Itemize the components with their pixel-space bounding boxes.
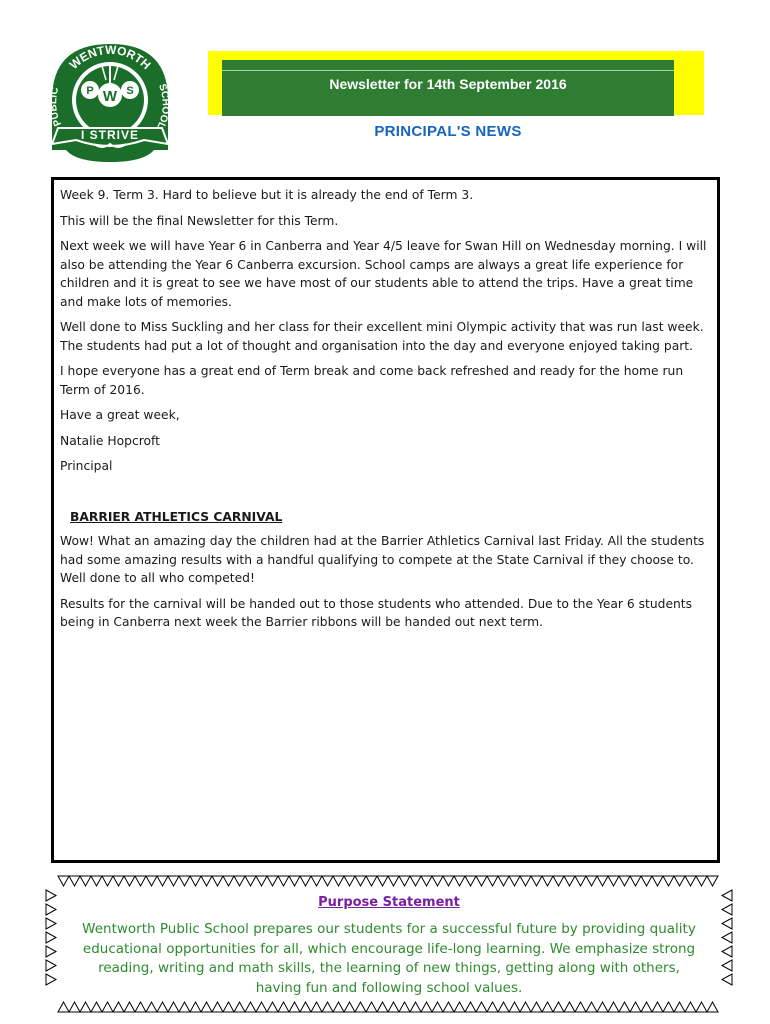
- border-triangle: [377, 876, 388, 886]
- border-triangle: [333, 1002, 344, 1012]
- border-triangle: [322, 876, 333, 886]
- border-triangle: [212, 876, 223, 886]
- news-paragraph: Next week we will have Year 6 in Canberra and Year 4/5 leave for Swan Hill on Wednesday morning. I will also be attending the Year 6 Canberra excursion. School camps are always a great life experience for children and it is great to see we have most of our students able to attend the trips. Have a great time and make lots of memories.: [60, 239, 707, 309]
- border-triangle: [245, 876, 256, 886]
- border-triangle: [179, 876, 190, 886]
- news-paragraph: This will be the final Newsletter for this Term.: [60, 213, 339, 228]
- border-triangle: [300, 1002, 311, 1012]
- purpose-text: Wentworth Public School prepares our students for a successful future by providing quality educational opportunities for all, which encourage life-long learning. We emphasize strong reading, writing and math skills, the learning of new things, getting along with others, having fun and following school values.: [82, 921, 696, 996]
- border-triangle: [135, 876, 146, 886]
- border-triangle: [388, 876, 399, 886]
- logo-motto: I STRIVE: [80, 128, 140, 142]
- border-triangle: [311, 1002, 322, 1012]
- border-triangle: [124, 876, 135, 886]
- border-triangle: [696, 876, 707, 886]
- border-triangle: [696, 1002, 707, 1012]
- border-triangle: [223, 876, 234, 886]
- logo-top-text: WENTWORTH: [66, 42, 154, 73]
- border-triangle: [663, 876, 674, 886]
- border-triangle: [564, 876, 575, 886]
- border-triangle: [410, 1002, 421, 1012]
- border-triangle: [46, 974, 56, 985]
- border-triangle: [69, 876, 80, 886]
- border-triangle: [102, 876, 113, 886]
- border-triangle: [553, 876, 564, 886]
- border-triangle: [674, 1002, 685, 1012]
- border-triangle: [707, 1002, 718, 1012]
- border-triangle: [722, 960, 732, 971]
- border-triangle: [476, 876, 487, 886]
- border-triangle: [113, 876, 124, 886]
- border-triangle: [542, 1002, 553, 1012]
- border-triangle: [58, 1002, 69, 1012]
- border-triangle: [399, 876, 410, 886]
- border-triangle: [377, 1002, 388, 1012]
- border-triangle: [267, 1002, 278, 1012]
- principal-role: Principal: [60, 459, 113, 473]
- border-triangle: [652, 1002, 663, 1012]
- border-triangle: [542, 876, 553, 886]
- news-paragraph: Well done to Miss Suckling and her class for their excellent mini Olympic activity that was run last week. The students had put a lot of thought and organisation into the day and everyone enjoyed taking part.: [60, 320, 704, 353]
- border-triangle: [46, 946, 56, 957]
- border-triangle: [333, 876, 344, 886]
- border-triangle: [663, 1002, 674, 1012]
- border-triangle: [487, 1002, 498, 1012]
- border-triangle: [91, 876, 102, 886]
- border-triangle: [454, 1002, 465, 1012]
- border-triangle: [245, 1002, 256, 1012]
- border-triangle: [465, 1002, 476, 1012]
- border-triangle: [113, 1002, 124, 1012]
- border-triangle: [46, 932, 56, 943]
- border-triangle: [520, 1002, 531, 1012]
- border-triangle: [102, 1002, 113, 1012]
- border-triangle: [685, 876, 696, 886]
- border-triangle: [278, 1002, 289, 1012]
- border-triangle: [190, 876, 201, 886]
- border-triangle: [520, 876, 531, 886]
- border-triangle: [201, 1002, 212, 1012]
- news-paragraph: Week 9. Term 3. Hard to believe but it is already the end of Term 3.: [60, 188, 474, 202]
- border-triangle: [410, 876, 421, 886]
- border-triangle: [432, 876, 443, 886]
- border-triangle: [531, 1002, 542, 1012]
- border-triangle: [157, 876, 168, 886]
- border-triangle: [146, 1002, 157, 1012]
- border-triangle: [234, 1002, 245, 1012]
- border-triangle: [146, 876, 157, 886]
- logo-monogram-s: S: [126, 85, 134, 97]
- border-triangle: [135, 1002, 146, 1012]
- athletics-paragraph: Results for the carnival will be handed out to those students who attended. Due to the Year 6 students being in Canberra next week the Barrier ribbons will be handed out next term.: [60, 596, 693, 629]
- border-triangle: [465, 876, 476, 886]
- school-logo: [44, 40, 176, 164]
- border-triangle: [421, 876, 432, 886]
- border-triangle: [80, 876, 91, 886]
- athletics-heading: BARRIER ATHLETICS CARNIVAL: [70, 509, 283, 524]
- border-triangle: [91, 1002, 102, 1012]
- border-triangle: [454, 876, 465, 886]
- border-triangle: [256, 1002, 267, 1012]
- border-triangle: [289, 1002, 300, 1012]
- border-triangle: [69, 1002, 80, 1012]
- border-triangle: [575, 876, 586, 886]
- border-triangle: [641, 876, 652, 886]
- logo-left-text: PUBLIC: [48, 86, 64, 128]
- border-triangle: [366, 876, 377, 886]
- border-triangle: [311, 876, 322, 886]
- border-triangle: [674, 876, 685, 886]
- border-triangle: [201, 876, 212, 886]
- border-triangle: [58, 876, 69, 886]
- border-triangle: [157, 1002, 168, 1012]
- svg-text:SCHOOL: [154, 83, 170, 131]
- border-triangle: [399, 1002, 410, 1012]
- logo-monogram-p: P: [86, 85, 94, 97]
- border-triangle: [509, 1002, 520, 1012]
- banner-rule: [222, 70, 674, 71]
- purpose-title: Purpose Statement: [318, 895, 460, 910]
- border-triangle: [278, 876, 289, 886]
- border-triangle: [641, 1002, 652, 1012]
- border-triangle: [630, 876, 641, 886]
- border-triangle: [619, 876, 630, 886]
- border-triangle: [498, 1002, 509, 1012]
- border-triangle: [487, 876, 498, 886]
- border-triangle: [531, 876, 542, 886]
- border-triangle: [608, 876, 619, 886]
- border-triangle: [564, 1002, 575, 1012]
- logo-right-text: SCHOOL: [154, 82, 171, 131]
- border-triangle: [586, 1002, 597, 1012]
- border-triangle: [586, 876, 597, 886]
- border-triangle: [46, 918, 56, 929]
- logo-monogram-w: W: [102, 88, 118, 105]
- border-triangle: [212, 1002, 223, 1012]
- border-triangle: [355, 1002, 366, 1012]
- border-triangle: [597, 1002, 608, 1012]
- border-triangle: [124, 1002, 135, 1012]
- border-triangle: [707, 876, 718, 886]
- border-triangle: [553, 1002, 564, 1012]
- border-triangle: [179, 1002, 190, 1012]
- section-title: PRINCIPAL'S NEWS: [374, 123, 522, 140]
- border-triangle: [443, 876, 454, 886]
- border-triangle: [722, 932, 732, 943]
- border-triangle: [619, 1002, 630, 1012]
- border-triangle: [685, 1002, 696, 1012]
- border-triangle: [421, 1002, 432, 1012]
- border-triangle: [509, 876, 520, 886]
- border-triangle: [722, 918, 732, 929]
- border-triangle: [608, 1002, 619, 1012]
- border-triangle: [432, 1002, 443, 1012]
- border-triangle: [722, 946, 732, 957]
- border-triangle: [46, 960, 56, 971]
- border-triangle: [190, 1002, 201, 1012]
- border-triangle: [234, 876, 245, 886]
- svg-text:PUBLIC: [48, 86, 64, 127]
- border-triangle: [388, 1002, 399, 1012]
- border-triangle: [476, 1002, 487, 1012]
- newsletter-title: Newsletter for 14th September 2016: [329, 76, 567, 92]
- principal-name: Natalie Hopcroft: [60, 433, 160, 448]
- border-triangle: [575, 1002, 586, 1012]
- news-paragraph: I hope everyone has a great end of Term break and come back refreshed and ready for the home run Term of 2016.: [60, 364, 684, 397]
- purpose-statement-box: [44, 874, 734, 1014]
- athletics-paragraph: Wow! What an amazing day the children had at the Barrier Athletics Carnival last Friday. All the students had some amazing results with a handful qualifying to compete at the State Carnival if they choose to. Well done to all who competed!: [60, 534, 705, 585]
- border-triangle: [267, 876, 278, 886]
- border-triangle: [597, 876, 608, 886]
- border-triangle: [498, 876, 509, 886]
- border-triangle: [630, 1002, 641, 1012]
- border-triangle: [344, 876, 355, 886]
- svg-text:WENTWORTH: [67, 43, 154, 72]
- border-triangle: [722, 974, 732, 985]
- border-triangle: [168, 876, 179, 886]
- border-triangle: [443, 1002, 454, 1012]
- border-triangle: [289, 876, 300, 886]
- principal-news-box: [51, 177, 720, 863]
- border-triangle: [355, 876, 366, 886]
- border-triangle: [300, 876, 311, 886]
- border-triangle: [223, 1002, 234, 1012]
- border-triangle: [168, 1002, 179, 1012]
- border-triangle: [652, 876, 663, 886]
- newsletter-banner: [222, 60, 674, 116]
- border-triangle: [366, 1002, 377, 1012]
- news-paragraph: Have a great week,: [60, 408, 180, 422]
- border-triangle: [322, 1002, 333, 1012]
- border-triangle: [80, 1002, 91, 1012]
- border-triangle: [344, 1002, 355, 1012]
- border-triangle: [256, 876, 267, 886]
